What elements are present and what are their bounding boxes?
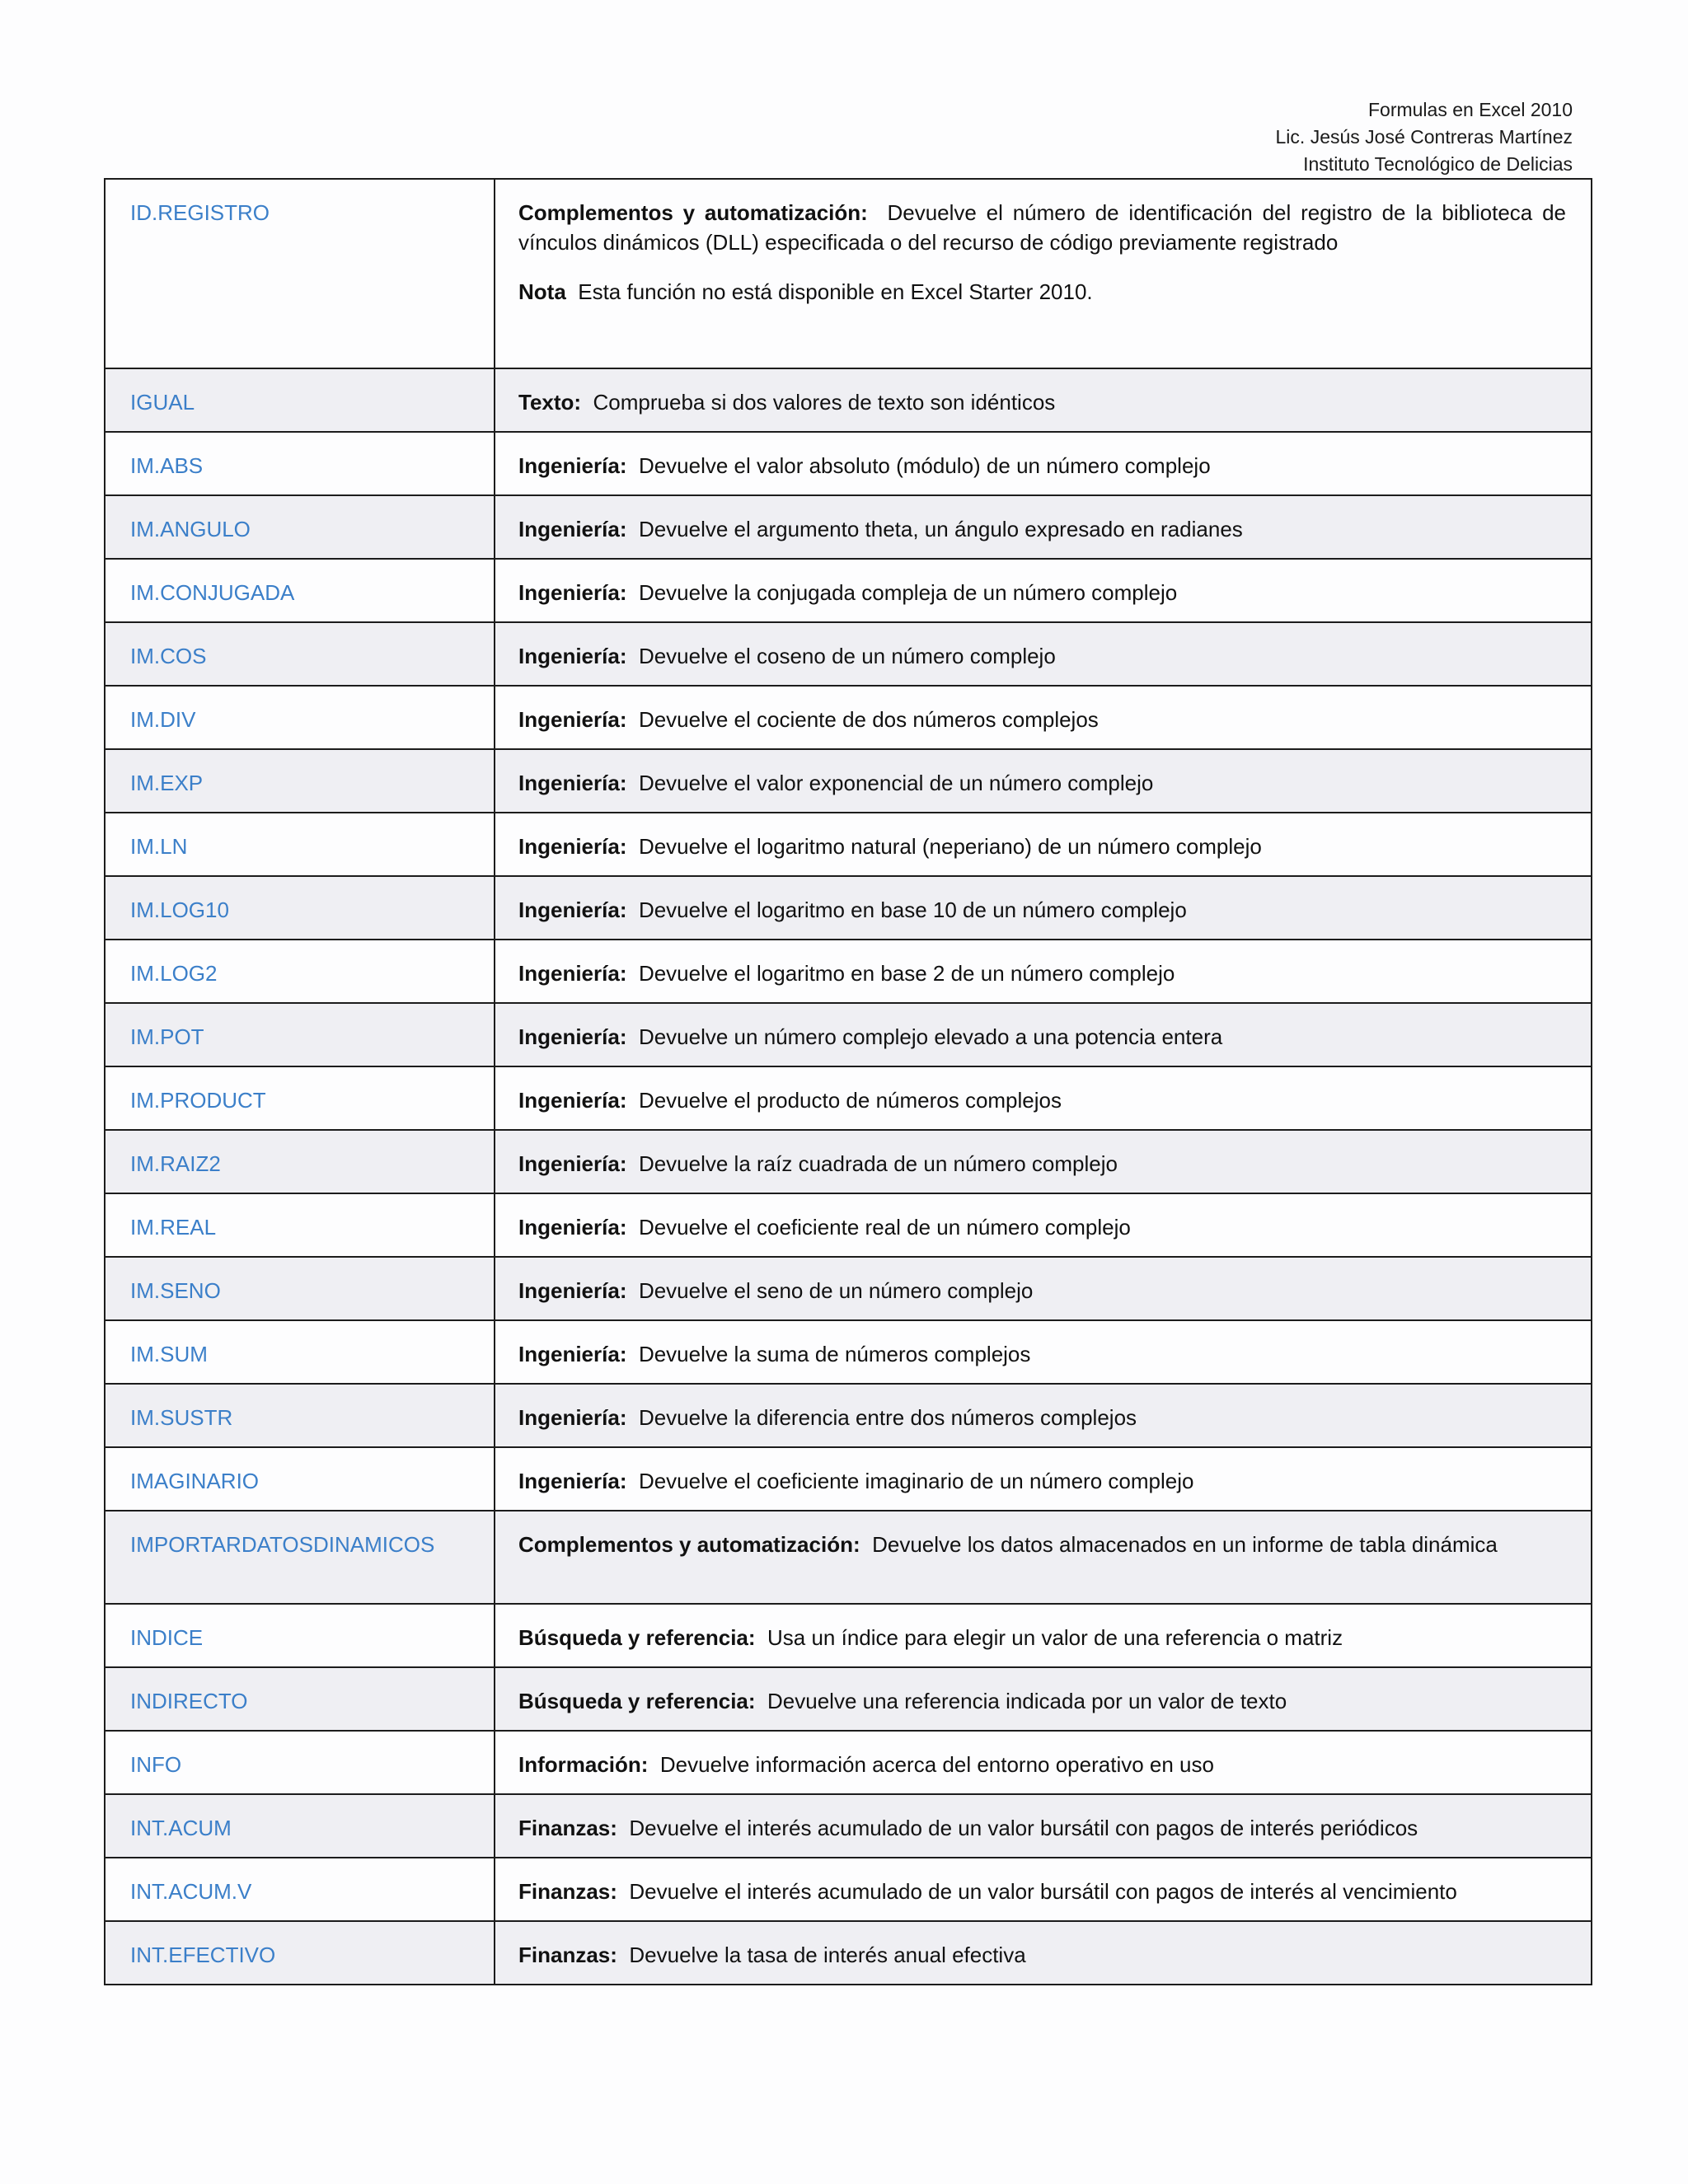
function-description-text: Devuelve el interés acumulado de un valor bursátil con pagos de interés periódicos [629,1816,1418,1840]
function-description [495,368,1592,432]
function-category: Texto: [518,390,582,415]
function-name-link[interactable]: IM.SENO [105,1257,495,1320]
table-row [105,1794,1592,1858]
function-category: Ingeniería: [518,898,627,922]
function-category: Finanzas: [518,1943,617,1967]
table-row [105,686,1592,749]
table-row [105,1193,1592,1257]
table-row [105,559,1592,622]
table-row [105,1066,1592,1130]
function-description [495,1320,1592,1384]
function-name-link[interactable]: INT.EFECTIVO [105,1921,495,1985]
function-description [495,495,1592,559]
table-row [105,432,1592,495]
function-category: Ingeniería: [518,834,627,859]
table-row [105,368,1592,432]
function-description-text: Devuelve el valor absoluto (módulo) de un número complejo [638,453,1211,478]
table-row [105,495,1592,559]
function-name-link[interactable]: IM.SUM [105,1320,495,1384]
function-name-link[interactable]: INT.ACUM.V [105,1858,495,1921]
table-row [105,813,1592,876]
table-row [105,179,1592,368]
table-row [105,1604,1592,1667]
table-row [105,1130,1592,1193]
table-row [105,1003,1592,1066]
function-description-text: Devuelve el coeficiente imaginario de un número complejo [638,1469,1194,1493]
function-name-link[interactable]: IMPORTARDATOSDINAMICOS [105,1511,495,1604]
function-description [495,1858,1592,1921]
function-description [495,1066,1592,1130]
function-name-link[interactable]: INT.ACUM [105,1794,495,1858]
function-description-text: Devuelve un número complejo elevado a una potencia entera [638,1024,1223,1049]
function-category: Ingeniería: [518,1278,627,1303]
function-description-text: Devuelve el logaritmo natural (neperiano) de un número complejo [638,834,1262,859]
function-category: Ingeniería: [518,1088,627,1113]
function-description-text: Devuelve la raíz cuadrada de un número complejo [638,1151,1118,1176]
function-description [495,179,1592,368]
function-description-text: Devuelve el seno de un número complejo [638,1278,1034,1303]
function-name-link[interactable]: INDICE [105,1604,495,1667]
function-description-text: Devuelve el interés acumulado de un valor bursátil con pagos de interés al vencimiento [629,1879,1457,1904]
function-description-text: Comprueba si dos valores de texto son idénticos [593,390,1056,415]
function-description [495,1794,1592,1858]
function-description [495,1604,1592,1667]
function-name-link[interactable]: IM.LOG2 [105,940,495,1003]
function-description-text: Devuelve la conjugada compleja de un número complejo [638,580,1178,605]
function-name-link[interactable]: INFO [105,1731,495,1794]
function-description [495,749,1592,813]
function-description [495,1257,1592,1320]
function-name-link[interactable]: IM.PRODUCT [105,1066,495,1130]
function-name-link[interactable]: IMAGINARIO [105,1447,495,1511]
table-row [105,1447,1592,1511]
function-name-link[interactable]: IM.COS [105,622,495,686]
functions-table [104,178,1592,1985]
function-category: Ingeniería: [518,771,627,795]
function-description [495,686,1592,749]
function-description-text: Devuelve información acerca del entorno operativo en uso [659,1752,1214,1777]
function-category: Finanzas: [518,1816,617,1840]
function-description-text: Devuelve el logaritmo en base 10 de un número complejo [638,898,1187,922]
function-name-link[interactable]: IM.CONJUGADA [105,559,495,622]
function-name-link[interactable]: IM.EXP [105,749,495,813]
table-row [105,1511,1592,1604]
table-row [105,1731,1592,1794]
function-description [495,1667,1592,1731]
function-description-text: Devuelve el cociente de dos números complejos [638,707,1099,732]
table-row [105,1320,1592,1384]
function-category: Ingeniería: [518,453,627,478]
function-description [495,813,1592,876]
function-description [495,432,1592,495]
function-description-text: Devuelve el logaritmo en base 2 de un número complejo [638,961,1175,986]
table-row [105,876,1592,940]
page-header [1276,96,1573,178]
function-description-text: Devuelve la diferencia entre dos números complejos [638,1405,1137,1430]
function-description [495,876,1592,940]
function-description-text: Devuelve la suma de números complejos [638,1342,1031,1366]
table-row [105,1384,1592,1447]
table-row [105,749,1592,813]
function-category: Ingeniería: [518,517,627,541]
function-category: Ingeniería: [518,1215,627,1240]
function-name-link[interactable]: IM.LOG10 [105,876,495,940]
function-name-link[interactable]: INDIRECTO [105,1667,495,1731]
function-description-text: Devuelve el coeficiente real de un número complejo [638,1215,1131,1240]
function-category: Ingeniería: [518,1469,627,1493]
function-category: Ingeniería: [518,1024,627,1049]
function-description [495,559,1592,622]
function-category: Ingeniería: [518,1405,627,1430]
function-description-text: Devuelve el número de identificación del registro de la biblioteca de vínculos dinámicos (DLL) especificada o del recurso de código previamente registrado [518,200,1566,255]
function-name-link[interactable]: IM.DIV [105,686,495,749]
function-description-text: Devuelve la tasa de interés anual efectiva [629,1943,1026,1967]
function-description [495,1384,1592,1447]
header-author: Lic. Jesús José Contreras Martínez [1275,126,1573,148]
function-description [495,622,1592,686]
function-name-link[interactable]: IM.ABS [105,432,495,495]
function-description [495,1003,1592,1066]
function-description-text: Devuelve una referencia indicada por un valor de texto [767,1689,1287,1713]
header-title: Formulas en Excel 2010 [1367,99,1573,120]
function-description [495,1130,1592,1193]
function-name-link[interactable]: IM.RAIZ2 [105,1130,495,1193]
function-name-link[interactable]: IM.ANGULO [105,495,495,559]
function-description [495,1193,1592,1257]
function-category: Ingeniería: [518,644,627,668]
function-category: Complementos y automatización: [518,200,868,225]
function-name-link[interactable]: ID.REGISTRO [105,179,495,368]
function-name-link[interactable]: IGUAL [105,368,495,432]
function-category: Ingeniería: [518,1342,627,1366]
function-note [518,277,1566,307]
function-description-text: Devuelve los datos almacenados en un informe de tabla dinámica [872,1532,1498,1557]
function-description-text: Devuelve el argumento theta, un ángulo expresado en radianes [638,517,1243,541]
function-name-link[interactable]: IM.POT [105,1003,495,1066]
header-institution: Instituto Tecnológico de Delicias [1303,153,1573,175]
table-row [105,622,1592,686]
function-description-text: Devuelve el valor exponencial de un número complejo [638,771,1154,795]
function-category: Ingeniería: [518,961,627,986]
function-category: Ingeniería: [518,707,627,732]
table-row [105,1921,1592,1985]
function-category: Información: [518,1752,649,1777]
function-category: Complementos y automatización: [518,1532,860,1557]
function-category: Búsqueda y referencia: [518,1625,756,1650]
function-name-link[interactable]: IM.LN [105,813,495,876]
function-description [495,1731,1592,1794]
table-row [105,1257,1592,1320]
note-label: Nota [518,279,566,304]
function-description-text: Devuelve el coseno de un número complejo [638,644,1056,668]
function-description-text: Devuelve el producto de números complejos [638,1088,1062,1113]
function-category: Ingeniería: [518,1151,627,1176]
function-name-link[interactable]: IM.SUSTR [105,1384,495,1447]
function-description [495,1511,1592,1604]
table-row [105,940,1592,1003]
function-description-text: Usa un índice para elegir un valor de una referencia o matriz [767,1625,1343,1650]
table-row [105,1667,1592,1731]
functions-table-body [105,179,1592,1985]
function-category: Ingeniería: [518,580,627,605]
function-category: Finanzas: [518,1879,617,1904]
function-description [495,940,1592,1003]
function-category: Búsqueda y referencia: [518,1689,756,1713]
table-row [105,1858,1592,1921]
function-name-link[interactable]: IM.REAL [105,1193,495,1257]
note-text: Esta función no está disponible en Excel Starter 2010. [578,279,1093,304]
function-description [495,1447,1592,1511]
function-description [495,1921,1592,1985]
